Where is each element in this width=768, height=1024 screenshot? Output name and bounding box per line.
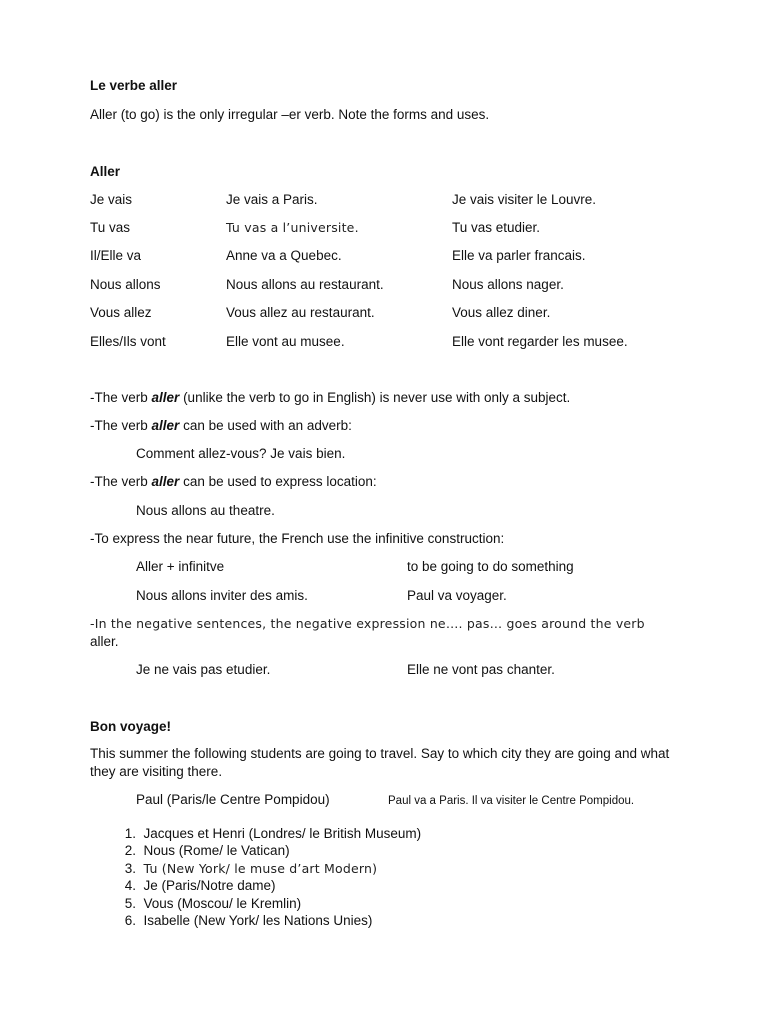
verb-emphasis: aller <box>151 418 180 433</box>
exercise-instructions: This summer the following students are going to travel. Say to which city they are going and what they are visiting there. <box>90 746 670 779</box>
place-example: Je vais a Paris. <box>226 192 318 207</box>
infinitive-example: Vous allez diner. <box>452 305 551 320</box>
pronoun-form: Il/Elle va <box>90 248 142 263</box>
note-location: -The verb aller can be used to express location: <box>90 474 377 489</box>
list-item: 3. Tu (New York/ le muse d’art Modern) <box>124 860 378 876</box>
list-item-text: Tu (New York/ le muse d’art Modern) <box>143 860 378 876</box>
verb-emphasis: aller <box>151 390 180 405</box>
near-future-formula: Aller + infinitve <box>136 559 225 574</box>
place-example: Vous allez au restaurant. <box>226 305 375 320</box>
list-item: 1. Jacques et Henri (Londres/ le British Museum) <box>124 826 422 841</box>
near-future-example: Paul va voyager. <box>407 588 507 603</box>
pronoun-form: Elles/Ils vont <box>90 334 166 349</box>
pronoun-form: Tu vas <box>90 220 131 235</box>
exercise-heading: Bon voyage! <box>90 719 172 734</box>
model-prompt: Paul (Paris/le Centre Pompidou) <box>136 792 330 807</box>
list-item: 2. Nous (Rome/ le Vatican) <box>124 843 290 859</box>
document-title: Le verbe aller <box>90 78 178 93</box>
model-answer: Paul va a Paris. Il va visiter le Centre Pompidou. <box>388 795 635 807</box>
list-item-text: Nous (Rome/ le Vatican) <box>143 843 290 859</box>
note-near-future: -To express the near future, the French use the infinitive construction: <box>90 531 505 546</box>
infinitive-example: Elle va parler francais. <box>452 248 586 263</box>
note-location-example: Nous allons au theatre. <box>136 503 275 518</box>
intro-text: Aller (to go) is the only irregular –er verb. Note the forms and uses. <box>90 107 490 122</box>
place-example: Tu vas a l’universite. <box>226 220 359 235</box>
place-example: Nous allons au restaurant. <box>226 277 384 292</box>
negative-example: Elle ne vont pas chanter. <box>407 662 555 677</box>
list-item-text: Isabelle (New York/ les Nations Unies) <box>143 912 373 928</box>
place-example: Elle vont au musee. <box>226 334 345 349</box>
list-item: 6. Isabelle (New York/ les Nations Unies) <box>124 912 373 928</box>
list-item-text: Jacques et Henri (Londres/ le British Museum) <box>143 826 422 841</box>
exercise-list <box>90 825 421 929</box>
pronoun-form: Vous allez <box>90 305 152 320</box>
list-item: 5. Vous (Moscou/ le Kremlin) <box>124 895 302 911</box>
list-item-text: Vous (Moscou/ le Kremlin) <box>143 895 302 911</box>
near-future-meaning: to be going to do something <box>407 559 574 574</box>
list-item-text: Je (Paris/Notre dame) <box>143 878 276 894</box>
pronoun-form: Je vais <box>90 192 133 207</box>
pronoun-form: Nous allons <box>90 277 161 292</box>
infinitive-example: Elle vont regarder les musee. <box>452 334 628 349</box>
conjugation-heading: Aller <box>90 164 121 179</box>
infinitive-example: Je vais visiter le Louvre. <box>452 192 597 207</box>
note-negative: -In the negative sentences, the negative expression ne…. pas… goes around the verb <box>90 616 645 631</box>
verb-emphasis: aller <box>151 474 180 489</box>
list-item: 4. Je (Paris/Notre dame) <box>124 878 276 894</box>
infinitive-example: Tu vas etudier. <box>452 220 541 235</box>
negative-example: Je ne vais pas etudier. <box>136 662 271 677</box>
near-future-example: Nous allons inviter des amis. <box>136 588 308 603</box>
place-example: Anne va a Quebec. <box>226 248 342 263</box>
note-adverb: -The verb aller can be used with an adverb: <box>90 418 352 433</box>
note-adverb-example: Comment allez-vous? Je vais bien. <box>136 446 346 461</box>
note-never-alone: -The verb aller (unlike the verb to go in English) is never use with only a subject. <box>90 390 571 405</box>
infinitive-example: Nous allons nager. <box>452 277 564 292</box>
note-negative-continued: aller. <box>90 634 119 649</box>
